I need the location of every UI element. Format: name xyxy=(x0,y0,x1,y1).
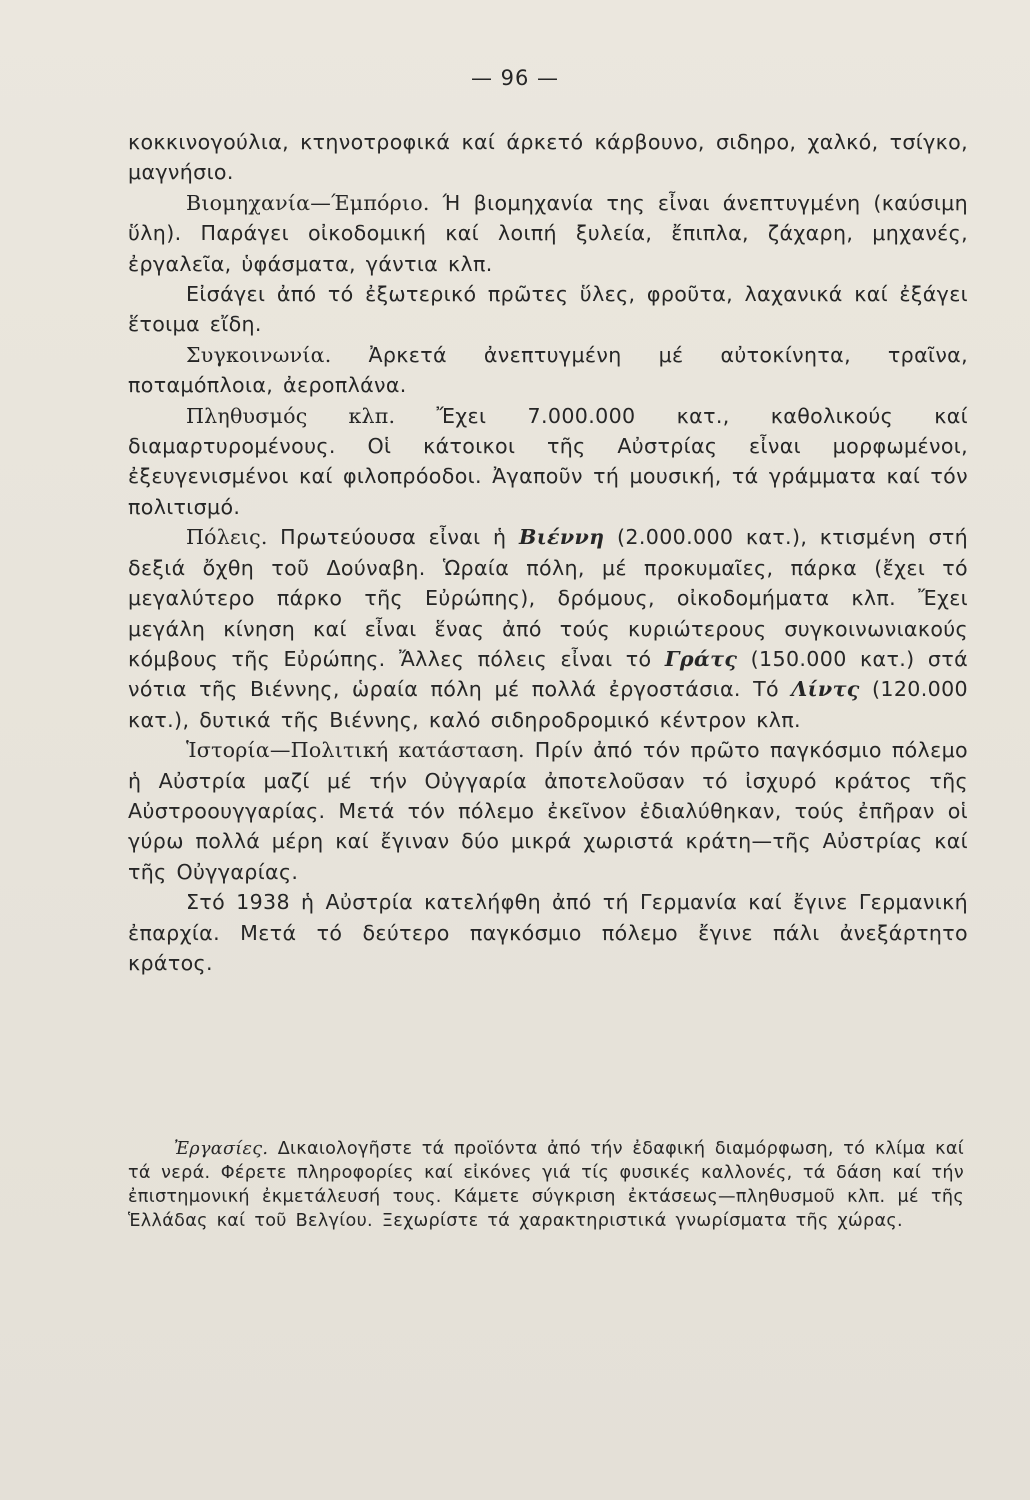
paragraph-text: Πρίν ἀπό τόν πρῶτο παγκόσμιο πόλεμο ἡ Αὐστρία μαζί μέ τήν Οὐγγαρία ἀποτελοῦσαν τό ἰσχυρό κράτος τῆς Αὐστροουγγαρίας. Μετά τόν πόλεμο ἐκεῖνον ἐδιαλύθηκαν, τούς ἐπῆραν οἱ γύρω πολλά μέρη καί ἔγιναν δύο μικρά χωριστά κράτη—τῆς Αὐστρίας καί τῆς Οὐγγαρίας. xyxy=(128,738,968,884)
section-heading-industry: Βιομηχανία—Έμπόριο. xyxy=(186,190,430,215)
paragraph-transport xyxy=(128,340,968,401)
paragraph-text: Ή βιομηχανία της εἶναι άνεπτυγμένη (καύσιμη ὕλη). Παράγει οἰκοδομική καί λοιπή ξυλεία, ἔπιπλα, ζάχαρη, μηχανές, ἐργαλεῖα, ὑφάσματα, γάντια κλπ. xyxy=(128,190,968,276)
paragraph-text: (150.000 κατ.) στά νότια τῆς Βιέννης, ὡραία πόλη μέ πολλά ἐργοστάσια. Τό xyxy=(128,646,968,702)
city-name-graz: Γράτς xyxy=(664,646,738,671)
city-name-vienna: Βιέννη xyxy=(518,525,605,550)
main-text xyxy=(128,127,968,978)
exercises-note xyxy=(128,1137,964,1233)
exercises-paragraph xyxy=(128,1137,964,1233)
paragraph-population xyxy=(128,401,968,523)
paragraph-history xyxy=(128,735,968,887)
paragraph-cities xyxy=(128,522,968,735)
page-number: — 96 — xyxy=(470,66,560,90)
exercises-label: Ἐργασίες. xyxy=(174,1139,269,1159)
paragraph-text: κοκκινογούλια, κτηνοτροφικά καί άρκετό κάρβουνο, σιδηρο, χαλκό, τσίγκο, μαγνήσιο. xyxy=(128,130,968,185)
paragraph-1938 xyxy=(128,887,968,978)
paragraph-text: Πρωτεύουσα εἶναι ἡ xyxy=(267,525,519,550)
paragraph-industry xyxy=(128,188,968,279)
section-heading-transport: Συγκοινωνία. xyxy=(186,342,332,367)
city-name-linz: Λίντς xyxy=(791,677,860,702)
section-heading-history: Ἱστορία—Πολιτική κατάσταση. xyxy=(186,738,525,763)
paragraph-text: Ἔχει 7.000.000 κατ., καθολικούς καί διαμαρτυρομένους. Οἱ κάτοικοι τῆς Αὐστρίας εἶναι μορφωμένοι, ἐξευγενισμένοι καί φιλοπρόοδοι. Ἀγαποῦν τή μουσική, τά γράμματα καί τόν πολιτισμό. xyxy=(128,403,969,519)
paragraph-imports xyxy=(128,279,968,340)
paragraph-minerals xyxy=(128,127,968,188)
paragraph-text: Στό 1938 ἡ Αὐστρία κατελήφθη ἀπό τή Γερμανία καί ἔγινε Γερμανική ἐπαρχία. Μετά τό δεύτερο παγκόσμιο πόλεμο ἔγινε πάλι ἀνεξάρτητο κράτος. xyxy=(128,890,968,975)
paragraph-text: (120.000 κατ.), δυτικά τῆς Βιέννης, καλό σιδηροδρομικό κέντρον κλπ. xyxy=(128,677,968,732)
paragraph-text: (2.000.000 κατ.), κτισμένη στή δεξιά ὄχθη τοῦ Δούναβη. Ὡραία πόλη, μέ προκυμαῖες, πάρκα (ἔχει τό μεγαλύτερο πάρκο τῆς Εὐρώπης), δρόμους, οἰκοδομήματα κλπ. Ἔχει μεγάλη κίνηση καί εἶναι ἕνας ἀπό τούς κυριώτερους συγκοινωνιακούς κόμβους τῆς Εὐρώπης. Ἄλλες πόλεις εἶναι τό xyxy=(128,525,968,671)
exercises-text: Δικαιολογῆστε τά προϊόντα ἀπό τήν ἐδαφική διαμόρφωση, τό κλίμα καί τά νερά. Φέρετε πληροφορίες καί εἰκόνες γιά τίς φυσικές καλλονές, τά δάση καί τήν ἐπιστημονική ἐκμετάλευσή τους. Κάμετε σύγκριση ἐκτάσεως—πληθυσμοῦ κλπ. μέ τῆς Ἑλλάδας καί τοῦ Βελγίου. Ξεχωρίστε τά χαρακτηριστικά γνωρίσματα τῆς χώρας. xyxy=(128,1139,964,1231)
paragraph-text: Ἀρκετά ἀνεπτυγμένη μέ αὐτοκίνητα, τραῖνα, ποταμόπλοια, ἀεροπλάνα. xyxy=(128,342,968,398)
paragraph-text: Εἰσάγει ἀπό τό ἐξωτερικό πρῶτες ὕλες, φροῦτα, λαχανικά καί ἐξάγει ἕτοιμα εἴδη. xyxy=(128,282,968,337)
section-heading-cities: Πόλεις. xyxy=(186,525,268,550)
section-heading-population: Πληθυσμός κλπ. xyxy=(186,403,396,428)
